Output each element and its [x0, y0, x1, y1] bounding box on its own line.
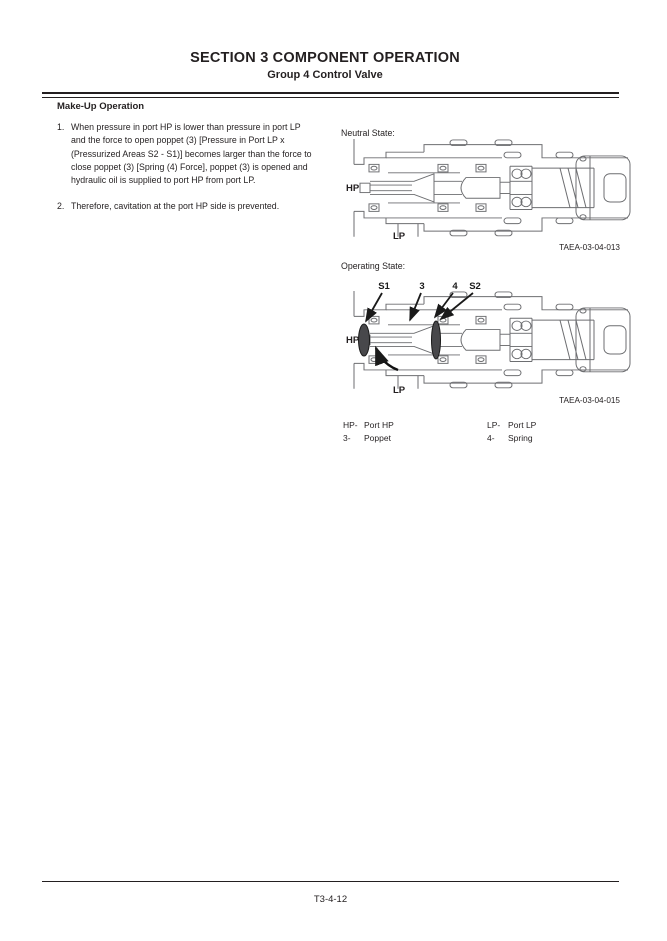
callout-arrow-poppet: [410, 293, 421, 320]
legend-entry: [487, 419, 536, 432]
port-lp-label: LP: [393, 231, 406, 242]
body-text: [57, 121, 313, 227]
list-item-number: 1.: [57, 122, 65, 132]
list-item: [57, 200, 313, 213]
port-hp-label: HP: [346, 335, 360, 346]
figure1-caption: TAEA-03-04-013: [559, 243, 620, 252]
list-item-text: Therefore, cavitation at the port HP side is prevented.: [71, 201, 280, 212]
legend-key: HP-: [343, 420, 358, 430]
figure1-state-label: Neutral State:: [341, 128, 395, 138]
legend-key: 4-: [487, 433, 495, 444]
legend-key: 3-: [343, 433, 351, 444]
valve-cross-section: [354, 291, 630, 389]
legend-right-column: [487, 419, 536, 446]
figure2-state-label: Operating State:: [341, 261, 406, 271]
page-number: T3-4-12: [313, 894, 348, 905]
valve-cross-section: [354, 139, 630, 237]
port-lp-label: LP: [393, 385, 406, 396]
legend-label: Poppet: [364, 433, 391, 444]
legend-entry: [343, 419, 394, 432]
list-item-text: When pressure in port HP is lower than pressure in port LP and the force to open poppet (3) [Pressure in Port LP x (Pressurized Areas S2 - S1)] becomes larger than the force to close poppet (3) [Spring (4) Force], poppet (3) is opened and hydraulic oil is supplied to port HP from port LP.: [71, 122, 312, 186]
pressurized-area-s1: [359, 324, 370, 356]
callout-s1: S1: [378, 281, 390, 292]
group-title: Group 4 Control Valve: [267, 69, 383, 81]
figure2-caption: TAEA-03-04-015: [559, 396, 620, 405]
legend-label: Spring: [508, 433, 533, 444]
legend-key: LP-: [487, 420, 501, 430]
callout-s2: S2: [469, 281, 481, 292]
legend-label: Port LP: [508, 420, 537, 430]
header-divider: [42, 92, 619, 98]
topic-heading: Make-Up Operation: [57, 101, 145, 112]
port-hp-label: HP: [346, 183, 360, 194]
callout-poppet: 3: [419, 281, 425, 292]
legend-label: Port HP: [364, 420, 394, 430]
callout-spring: 4: [452, 281, 458, 292]
section-title: SECTION 3 COMPONENT OPERATION: [190, 50, 460, 66]
pressurized-area-s2: [432, 321, 441, 359]
list-item: [57, 121, 313, 187]
list-item-number: 2.: [57, 201, 65, 212]
legend-left-column: [343, 419, 394, 446]
legend-entry: [343, 432, 394, 445]
legend-entry: [487, 432, 536, 445]
footer-divider: [42, 881, 619, 882]
figure1-valve-diagram: [338, 138, 632, 242]
figure2-valve-diagram: [338, 274, 632, 396]
